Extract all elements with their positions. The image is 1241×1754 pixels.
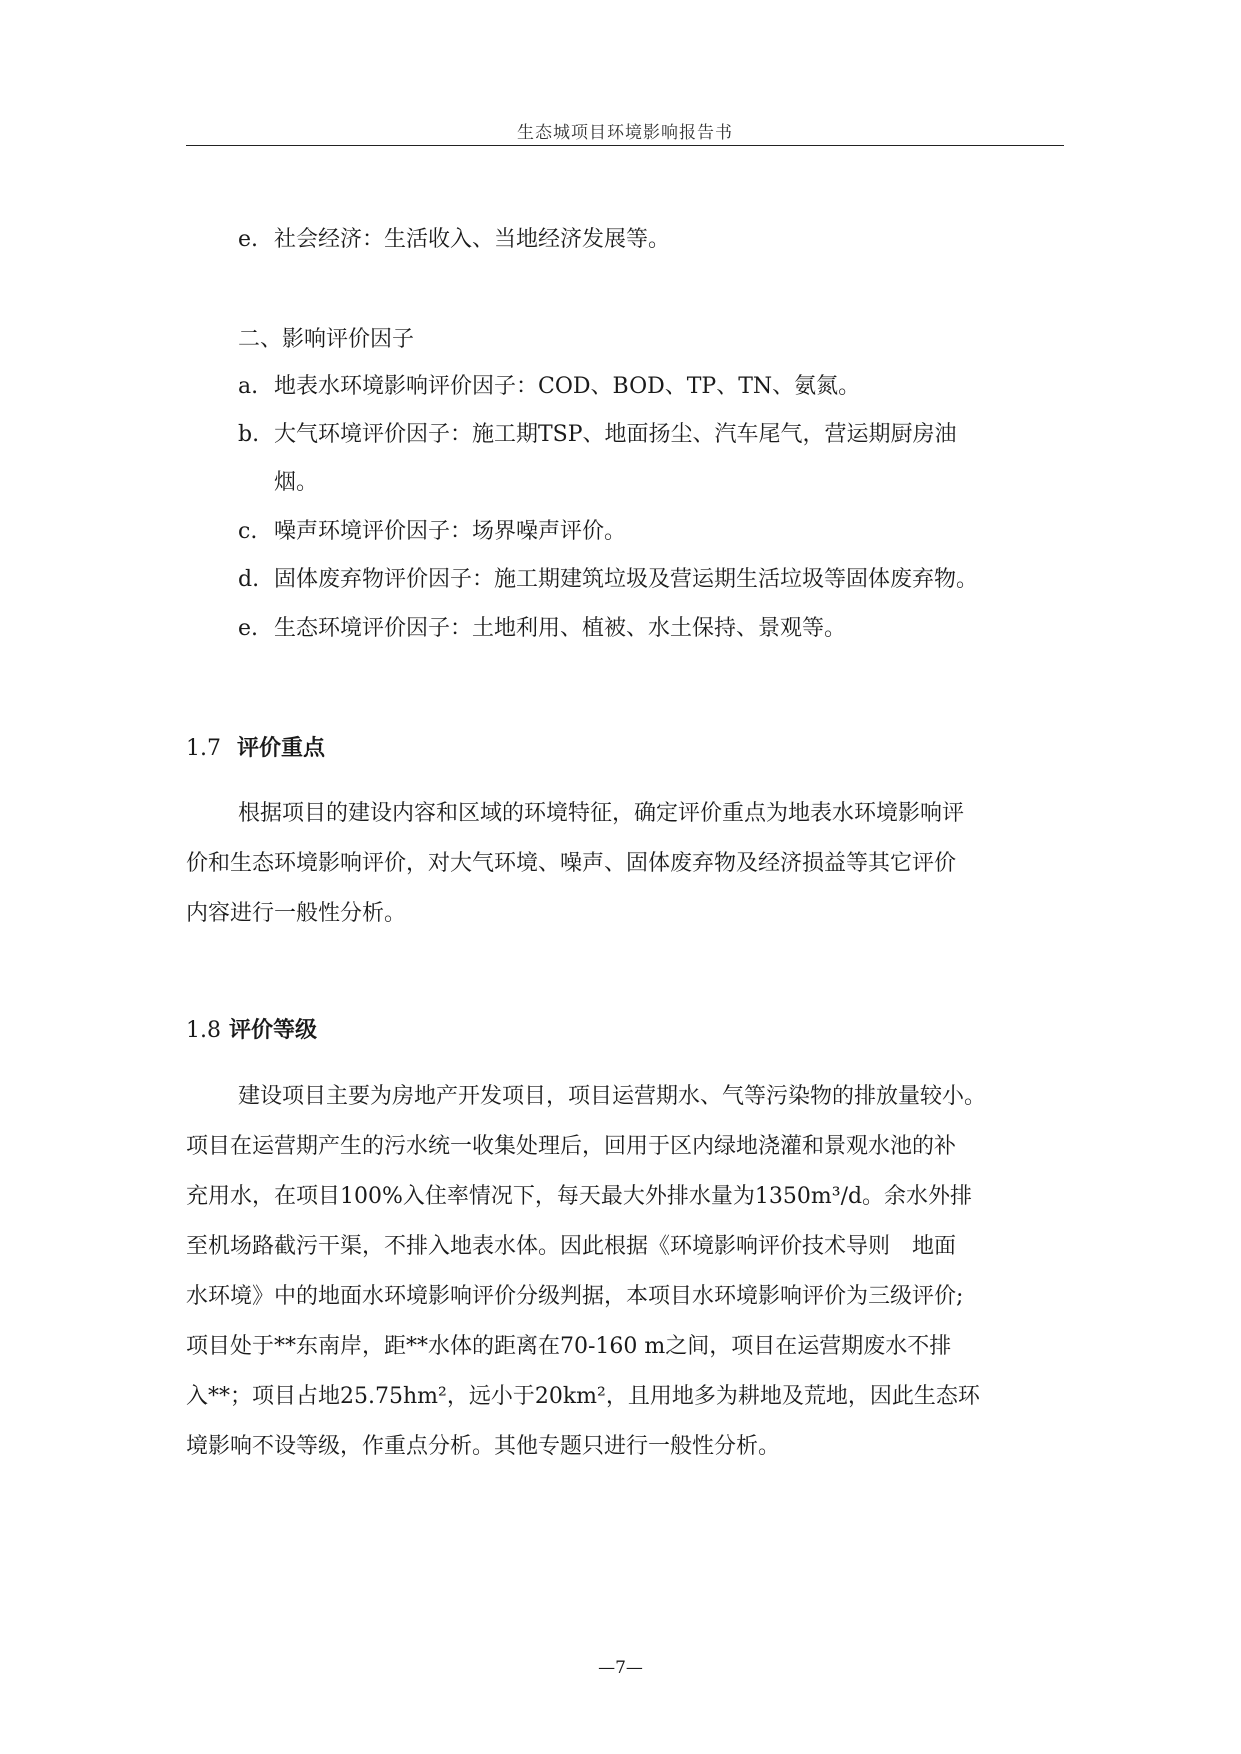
list-marker: c. <box>238 519 258 544</box>
list-item-text: 生态环境评价因子：土地利用、植被、水土保持、景观等。 <box>274 616 847 641</box>
list-marker: e. <box>238 227 259 252</box>
page-number: —7— <box>598 1658 643 1678</box>
list-marker: a. <box>238 374 259 399</box>
list-item-text: 地表水环境影响评价因子：COD、BOD、TP、TN、氨氮。 <box>274 374 861 399</box>
paragraph-line: 项目处于**东南岸，距**水体的距离在70-160 m之间，项目在运营期废水不排 <box>186 1334 952 1359</box>
list-item <box>238 420 957 450</box>
list-item <box>238 565 978 595</box>
list-item <box>238 517 626 547</box>
paragraph-line: 水环境》中的地面水环境影响评价分级判据，本项目水环境影响评价为三级评价; <box>186 1284 964 1309</box>
list-item <box>238 372 860 402</box>
list-item-text: 社会经济：生活收入、当地经济发展等。 <box>274 227 671 252</box>
header-divider <box>186 145 1064 146</box>
paragraph-line: 境影响不设等级，作重点分析。其他专题只进行一般性分析。 <box>186 1434 781 1459</box>
paragraph-line: 项目在运营期产生的污水统一收集处理后，回用于区内绿地浇灌和景观水池的补 <box>186 1134 957 1159</box>
paragraph-line: 建设项目主要为房地产开发项目，项目运营期水、气等污染物的排放量较小。 <box>238 1084 987 1109</box>
subsection-heading-factors: 二、影响评价因子 <box>238 327 415 352</box>
section-number: 1.7 <box>186 736 221 761</box>
running-header: 生态城项目环境影响报告书 <box>517 123 733 143</box>
section-number: 1.8 <box>186 1018 221 1043</box>
paragraph-line: 根据项目的建设内容和区域的环境特征，确定评价重点为地表水环境影响评 <box>238 801 965 826</box>
list-item-text: 大气环境评价因子：施工期TSP、地面扬尘、汽车尾气，营运期厨房油 <box>274 422 957 447</box>
paragraph-line: 价和生态环境影响评价，对大气环境、噪声、固体废弃物及经济损益等其它评价 <box>186 851 957 876</box>
list-item-continuation: 烟。 <box>274 470 319 495</box>
list-marker: e. <box>238 616 259 641</box>
paragraph-line: 充用水，在项目100%入住率情况下，每天最大外排水量为1350m³/d。余水外排 <box>186 1184 973 1209</box>
list-item-text: 固体废弃物评价因子：施工期建筑垃圾及营运期生活垃圾等固体废弃物。 <box>274 567 979 592</box>
list-marker: d. <box>238 567 260 592</box>
section-heading-1-8 <box>186 1015 317 1046</box>
list-item-text: 噪声环境评价因子：场界噪声评价。 <box>274 519 627 544</box>
paragraph-line: 至机场路截污干渠，不排入地表水体。因此根据《环境影响评价技术导则 地面 <box>186 1234 957 1259</box>
section-title: 评价等级 <box>229 1017 318 1043</box>
list-marker: b. <box>238 422 260 447</box>
list-item-social-economy <box>238 225 670 255</box>
section-heading-1-7 <box>186 733 325 764</box>
list-item <box>238 614 846 644</box>
section-title: 评价重点 <box>237 735 326 761</box>
paragraph-line: 内容进行一般性分析。 <box>186 901 407 926</box>
paragraph-line: 入**；项目占地25.75hm²，远小于20km²，且用地多为耕地及荒地，因此生态环 <box>186 1384 980 1409</box>
